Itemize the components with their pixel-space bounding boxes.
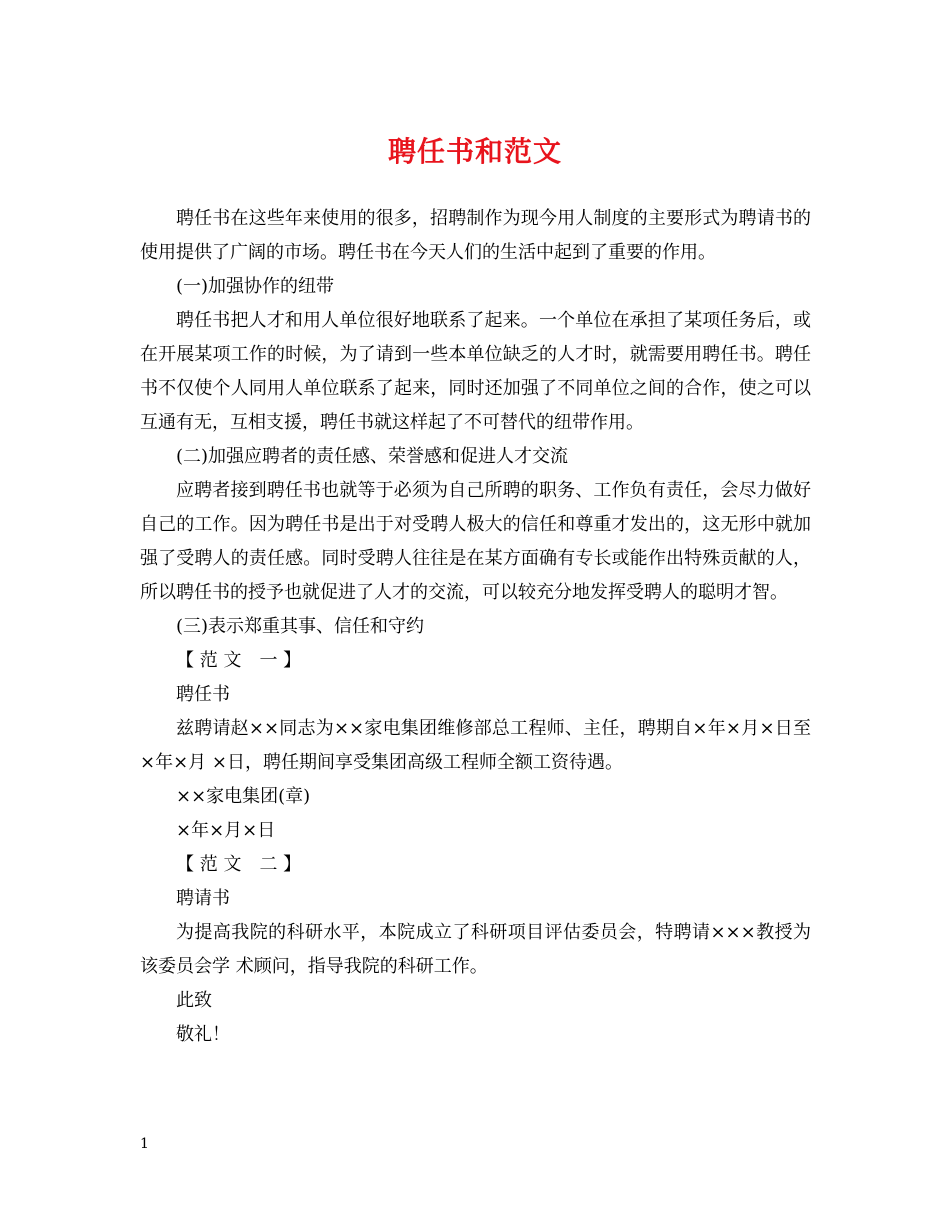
sample-2-heading: 【 范 文 二 】 <box>176 854 302 875</box>
section-heading-3: (三)表示郑重其事、信任和守约 <box>176 616 425 637</box>
sample-2-closing: 此致 <box>176 990 212 1011</box>
sample-2-salutation: 敬礼！ <box>176 1024 230 1045</box>
section-heading-1: (一)加强协作的纽带 <box>176 276 335 297</box>
section-2-paragraph: 应聘者接到聘任书也就等于必须为自己所聘的职务、工作负有责任，会尽力做好自己的工作。因为聘任书是出于对受聘人极大的信任和尊重才发出的，这无形中就加强了受聘人的责任感。同时受聘人往往是在某方面确有专长或能作出特殊贡献的人，所以聘任书的授予也就促进了人才的交流，可以较充分地发挥受聘人的聪明才智。 <box>140 480 811 603</box>
intro-paragraph: 聘任书在这些年来使用的很多，招聘制作为现今用人制度的主要形式为聘请书的使用提供了广阔的市场。聘任书在今天人们的生活中起到了重要的作用。 <box>140 208 811 263</box>
document-title: 聘任书和范文 <box>387 135 562 168</box>
document-body <box>140 202 811 1052</box>
sample-1-heading: 【 范 文 一 】 <box>176 650 302 671</box>
sample-1-body: 兹聘请赵××同志为××家电集团维修部总工程师、主任，聘期自×年×月×日至×年×月 ×日，聘任期间享受集团高级工程师全额工资待遇。 <box>140 718 811 773</box>
sample-2-body: 为提高我院的科研水平，本院成立了科研项目评估委员会，特聘请×××教授为该委员会学 术顾问，指导我院的科研工作。 <box>140 922 811 977</box>
sample-1-title: 聘任书 <box>176 684 230 705</box>
section-1-paragraph: 聘任书把人才和用人单位很好地联系了起来。一个单位在承担了某项任务后，或在开展某项工作的时候，为了请到一些本单位缺乏的人才时，就需要用聘任书。聘任书不仅使个人同用人单位联系了起来，同时还加强了不同单位之间的合作，使之可以互通有无，互相支援，聘任书就这样起了不可替代的纽带作用。 <box>140 310 811 433</box>
sample-1-issuer: ××家电集团(章) <box>176 786 311 807</box>
page-number: 1 <box>140 1136 149 1152</box>
section-heading-2: (二)加强应聘者的责任感、荣誉感和促进人才交流 <box>176 446 569 467</box>
sample-2-title: 聘请书 <box>176 888 230 909</box>
sample-1-date: ×年×月×日 <box>176 820 276 841</box>
